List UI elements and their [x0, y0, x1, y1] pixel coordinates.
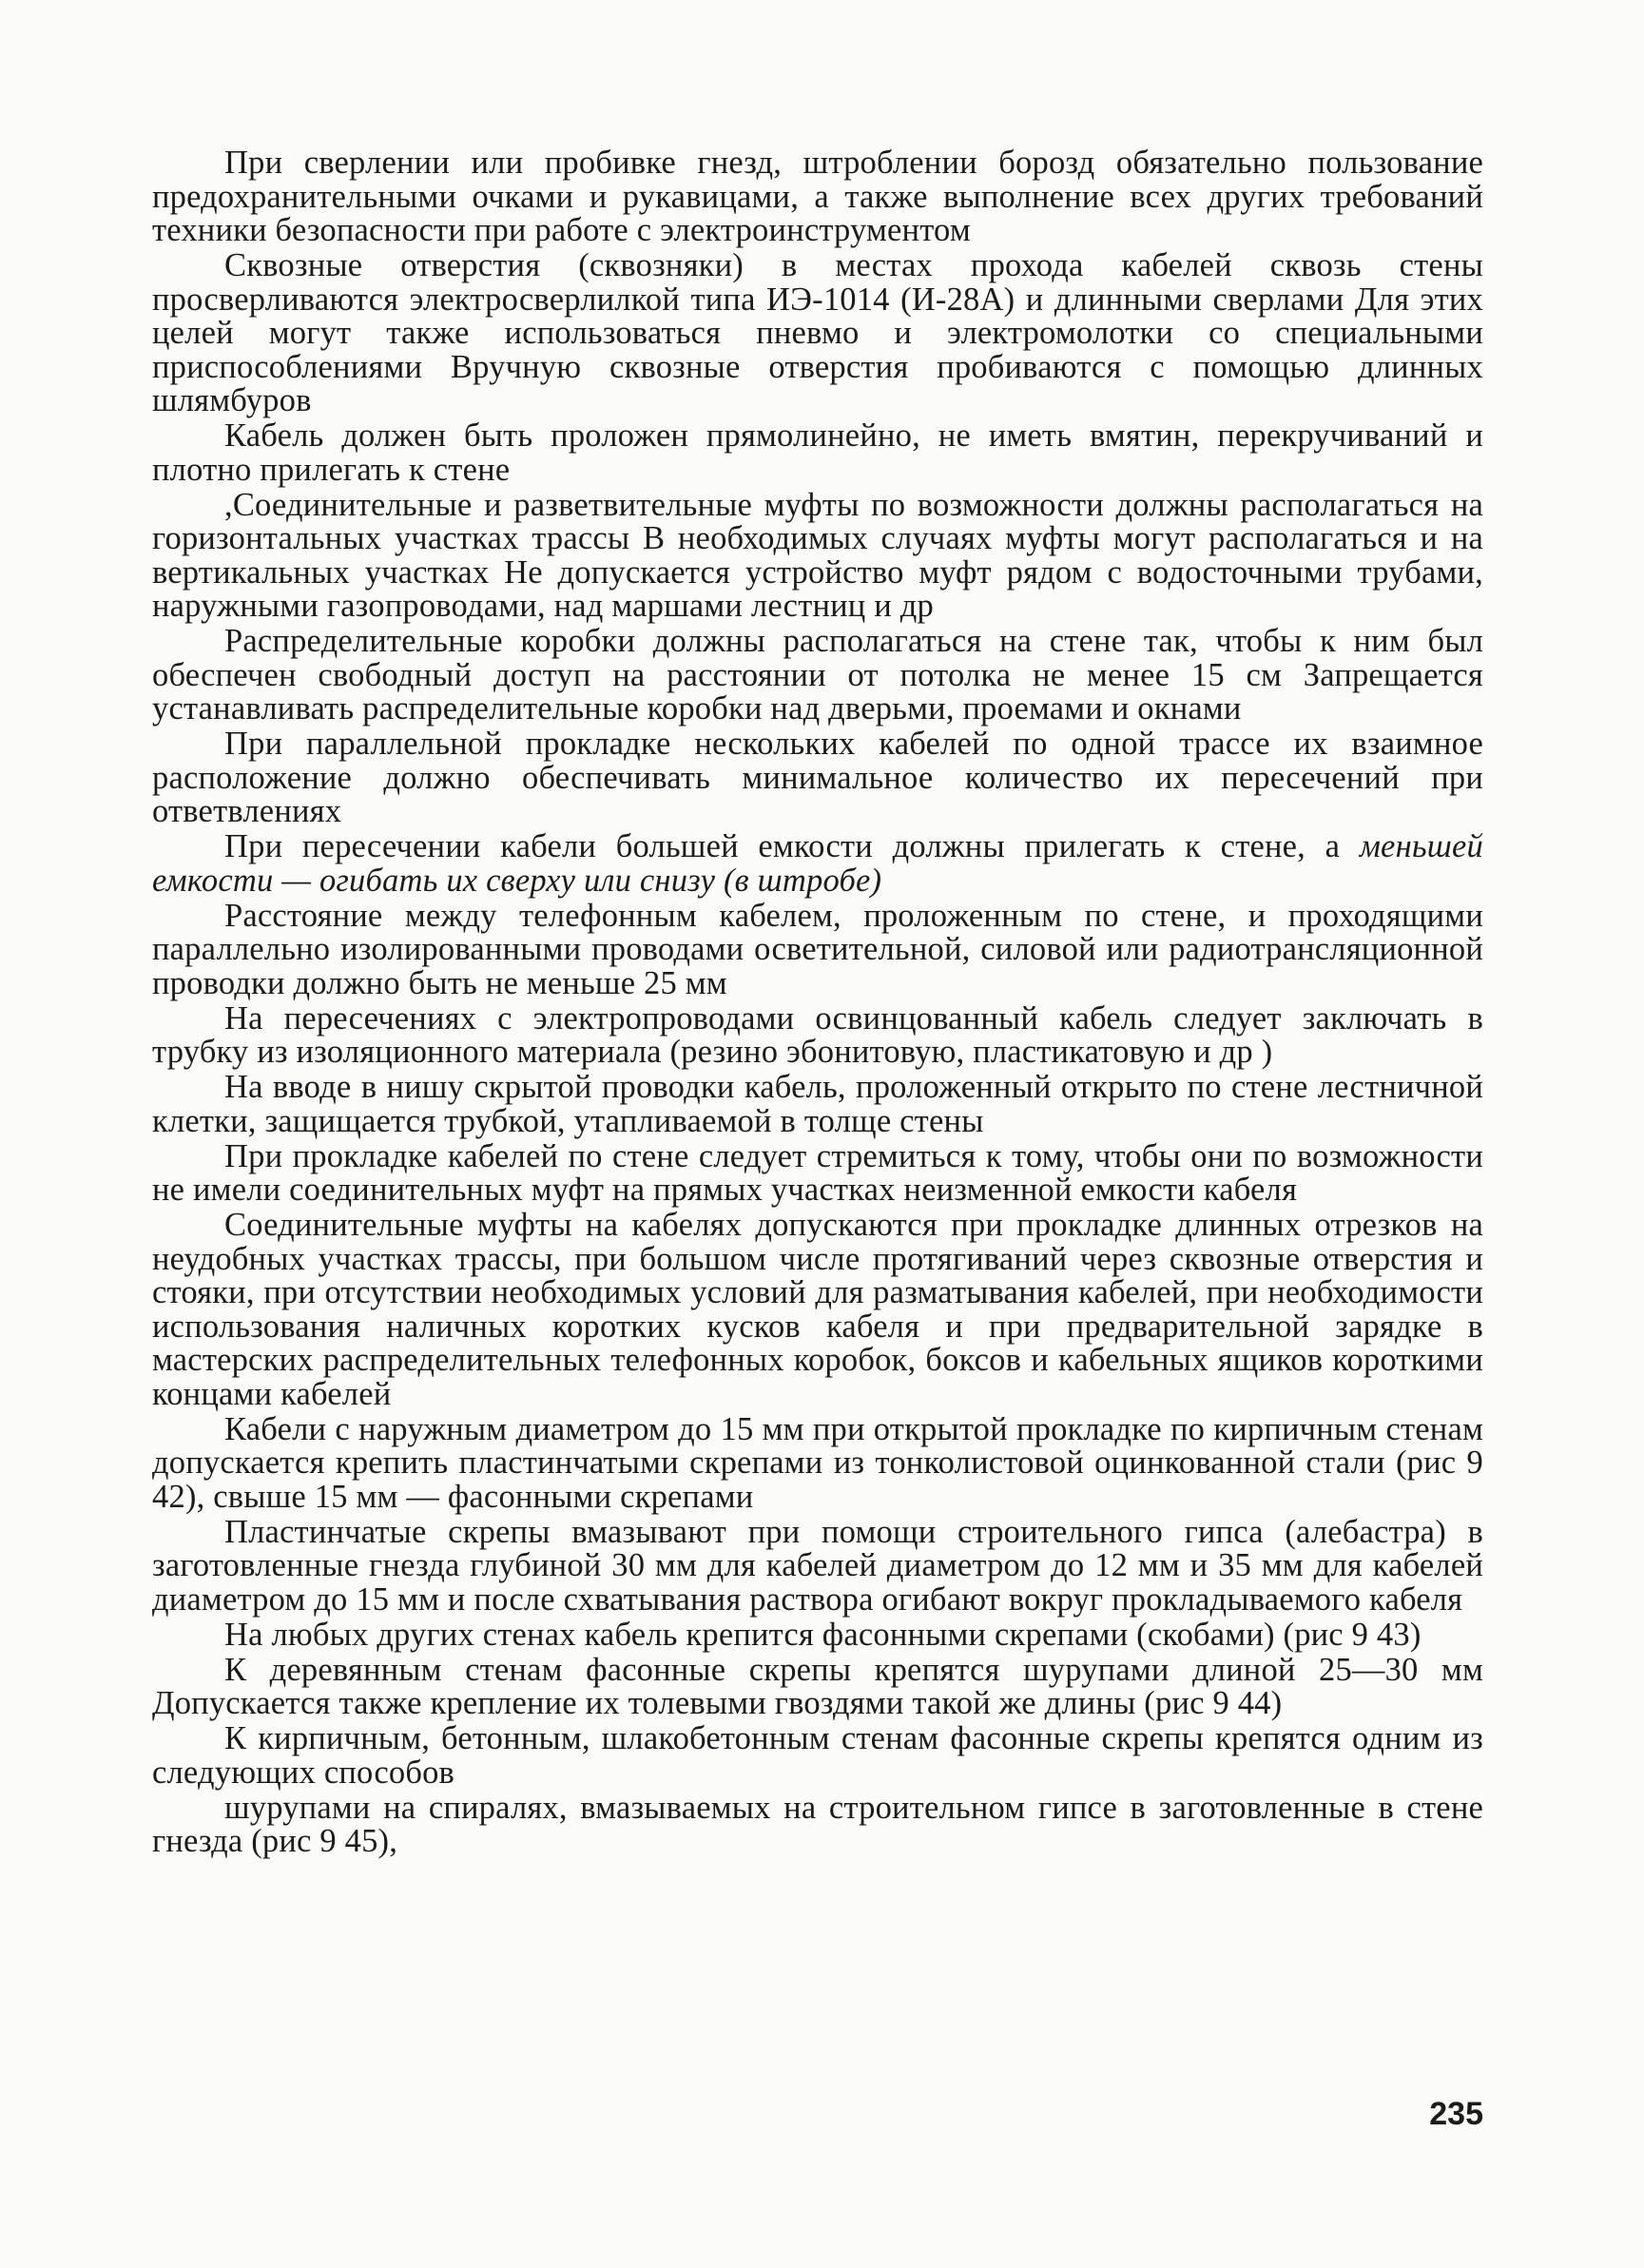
paragraph-crossing-italic: меньшей емкости — огибать их сверху или снизу (в штробе)	[152, 828, 1483, 899]
paragraph-screws: шурупами на спиралях, вмазываемых на строительном гипсе в заготовленные в стене гнезда (рис 9 45),	[152, 1789, 1483, 1859]
paragraph-niche-entry: На вводе в нишу скрытой проводки кабель, проложенный открыто по стене лестничной клетки, защищается трубкой, утапливаемой в толще стены	[152, 1069, 1483, 1139]
paragraph-intersections: На пересечениях с электропроводами освинцованный кабель следует заключать в трубку из изоляционного материала (резино эбонитовую, пластикатовую и др )	[152, 999, 1483, 1070]
paragraph-couplings-allowed: Соединительные муфты на кабелях допускаются при прокладке длинных отрезков на неудобных участках трассы, при большом числе протягиваний через сквозные отверстия и стояки, при отсутствии необходимых условий для разматывания кабелей, при необходимости использования наличных коротких кусков кабеля и при предварительной зарядке в мастерских распределительных телефонных коробок, боксов и кабельных ящиков короткими концами кабелей	[152, 1207, 1483, 1412]
paragraph-plate-clips: Кабели с наружным диаметром до 15 мм при открытой прокладке по кирпичным стенам допускается крепить пластинчатыми скрепами из тонколистовой оцинкованной стали (рис 9 42), свыше 15 мм — фасонными скрепами	[152, 1410, 1483, 1515]
paragraph-no-couplings: При прокладке кабелей по стене следует стремиться к тому, чтобы они по возможности не имели соединительных муфт на прямых участках неизменной емкости кабеля	[152, 1137, 1483, 1208]
paragraph-cable-laying: Кабель должен быть проложен прямолинейно, не иметь вмятин, перекручиваний и плотно прилегать к стене	[152, 417, 1483, 488]
page-body	[152, 146, 1483, 2115]
paragraph-brick-walls: К кирпичным, бетонным, шлакобетонным стенам фасонные скрепы крепятся одним из следующих способов	[152, 1720, 1483, 1791]
paragraph-distance: Расстояние между телефонным кабелем, проложенным по стене, и проходящими параллельно изолированными проводами осветительной, силовой или радиотрансляционной проводки должно быть не меньше 25 мм	[152, 897, 1483, 1001]
paragraph-safety: При сверлении или пробивке гнезд, штроблении борозд обязательно пользование предохранительными очками и рукавицами, а также выполнение всех других требований техники безопасности при работе с электроинструментом	[152, 145, 1483, 248]
paragraph-through-holes: Сквозные отверстия (сквозняки) в местах прохода кабелей сквозь стены просверливаются электросверлилкой типа ИЭ-1014 (И-28А) и длинными сверлами Для этих целей могут также использоваться пневмо и электромолотки со специальными приспособлениями Вручную сквозные отверстия пробиваются с помощью длинных шлямбуров	[152, 247, 1483, 418]
paragraph-crossing	[152, 830, 1483, 898]
paragraph-crossing-text: При пересечении кабели большей емкости должны прилегать к стене, а	[224, 828, 1341, 864]
paragraph-plate-clips-mounting: Пластинчатые скрепы вмазывают при помощи строительного гипса (алебастра) в заготовленные гнезда глубиной 30 мм для кабелей диаметром до 12 мм и 35 мм для кабелей диаметром до 15 мм и после схватывания раствора огибают вокруг прокладываемого кабеля	[152, 1513, 1483, 1618]
paragraph-other-walls: На любых других стенах кабель крепится фасонными скрепами (скобами) (рис 9 43)	[224, 1616, 1422, 1653]
paragraph-parallel-laying: При параллельной прокладке нескольких кабелей по одной трассе их взаимное расположение должно обеспечивать минимальное количество их пересечений при ответвлениях	[152, 726, 1483, 829]
paragraph-wooden-walls: К деревянным стенам фасонные скрепы крепятся шурупами длиной 25—30 мм Допускается также крепление их толевыми гвоздями такой же длины (рис 9 44)	[152, 1651, 1483, 1721]
page-number: 235	[1429, 2096, 1483, 2132]
paragraph-couplings: ,Соединительные и разветвительные муфты по возможности должны располагаться на горизонтальных участках трассы В необходимых случаях муфты могут располагаться и на вертикальных участках Не допускается устройство муфт рядом с водосточными трубами, наружными газопроводами, над маршами лестниц и др	[152, 486, 1483, 624]
paragraph-distribution-boxes: Распределительные коробки должны располагаться на стене так, чтобы к ним был обеспечен свободный доступ на расстоянии от потолка не менее 15 см Запрещается устанавливать распределительные коробки над дверьми, проемами и окнами	[152, 623, 1483, 727]
